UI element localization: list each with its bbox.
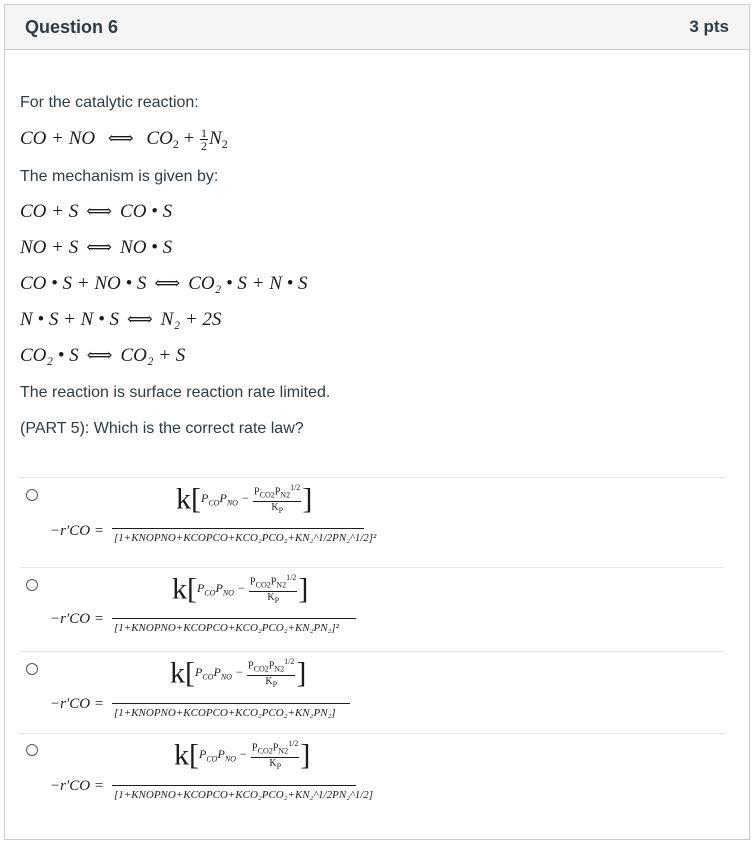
equilibrium-arrow-icon: ⟺ [107,127,134,148]
prompt-text: (PART 5): Which is the correct rate law? [20,420,304,437]
intro-text: For the catalytic reaction: [20,94,199,111]
mechanism-step-3 [20,273,308,295]
option-1-fraction-bar [112,528,364,529]
question-header [5,5,749,50]
limiting-text: The reaction is surface reaction rate limited. [20,384,331,401]
step-2-lhs: NO + S [20,237,79,258]
option-2-fraction-bar [112,618,356,619]
overall-reaction: CO + NO ⟺ $CO_2$ + $\frac{1}{2}$ $N_2$ [20,126,228,153]
option-4-lhs: −r′CO = [50,778,104,794]
option-4-fraction-bar [112,785,356,786]
option-3-numerator: $k[P_{CO}P_{NO}$ − $\frac{P_{CO2}P_{N2}^{1/2}}{K_P}$ ] [170,656,307,690]
equilibrium-arrow-icon: ⟺ [126,309,153,329]
step-5-lhs: CO₂ • S [20,345,79,366]
one-half-fraction: $\frac{1}{2}$ [201,126,208,153]
step-4-lhs: N • S + N • S [20,309,119,330]
question-points: 3 pts [689,17,729,36]
option-3-denominator: [1+KNOPNO+KCOPCO+KCO₂PCO₂+KN₂PN₂] [114,707,336,719]
option-4-formula[interactable] [50,734,380,816]
mechanism-step-1 [20,201,172,223]
option-3-fraction-bar [112,703,350,704]
mechanism-step-4 [20,309,221,331]
step-3-rhs: CO₂ • S + N • S [188,273,308,294]
option-2-denominator: [1+KNOPNO+KCOPCO+KCO₂PCO₂+KN₂PN₂]² [114,622,339,634]
reaction-lhs: CO + NO [20,127,96,149]
question-title: Question 6 [25,16,119,37]
step-4-rhs: N₂ + 2S [160,309,222,330]
equilibrium-arrow-icon: ⟺ [86,201,113,221]
mechanism-intro-text: The mechanism is given by: [20,168,219,185]
step-1-lhs: CO + S [20,201,79,222]
option-1-formula[interactable] [50,478,380,566]
option-2-numerator: $k[P_{CO}P_{NO}$ − $\frac{P_{CO2}P_{N2}^{1/2}}{K_P}$ ] [172,572,309,606]
option-1-radio[interactable] [26,489,38,501]
equilibrium-arrow-icon: ⟺ [154,273,181,293]
option-1-lhs: −r′CO = [50,523,104,539]
option-3-lhs: −r′CO = [50,696,104,712]
reaction-rhs-co2: CO [146,127,173,149]
equilibrium-arrow-icon: ⟺ [86,345,113,365]
equilibrium-arrow-icon: ⟺ [86,237,113,257]
reaction-rhs-n2: N [209,127,222,149]
step-3-lhs: CO • S + NO • S [20,273,147,294]
mechanism-step-5 [20,345,185,367]
reaction-plus: + [183,127,195,149]
option-2-lhs: −r′CO = [50,611,104,627]
option-4-radio[interactable] [26,744,38,756]
option-1-denominator: [1+KNOPNO+KCOPCO+KCO₂PCO₂+KN₂^1/2PN₂^1/2]² [114,532,377,544]
option-1-numerator-text [0,0,1,1]
option-2-radio[interactable] [26,579,38,591]
option-2-formula[interactable] [50,568,380,650]
option-3-formula[interactable] [50,652,380,732]
option-1-numerator: $k[P_{CO}P_{NO}$ − $\frac{P_{CO2}P_{N2}^{1/2}}{K_P}$ ] [176,482,313,516]
step-1-rhs: CO • S [120,201,173,222]
option-4-denominator: [1+KNOPNO+KCOPCO+KCO₂PCO₂+KN₂^1/2PN₂^1/2] [114,789,374,801]
step-5-rhs: CO₂ + S [120,345,186,366]
option-4-numerator: $k[P_{CO}P_{NO}$ − $\frac{P_{CO2}P_{N2}^{1/2}}{K_P}$ ] [174,738,311,772]
option-3-radio[interactable] [26,663,38,675]
mechanism-step-2 [20,237,172,259]
step-2-rhs: NO • S [120,237,173,258]
